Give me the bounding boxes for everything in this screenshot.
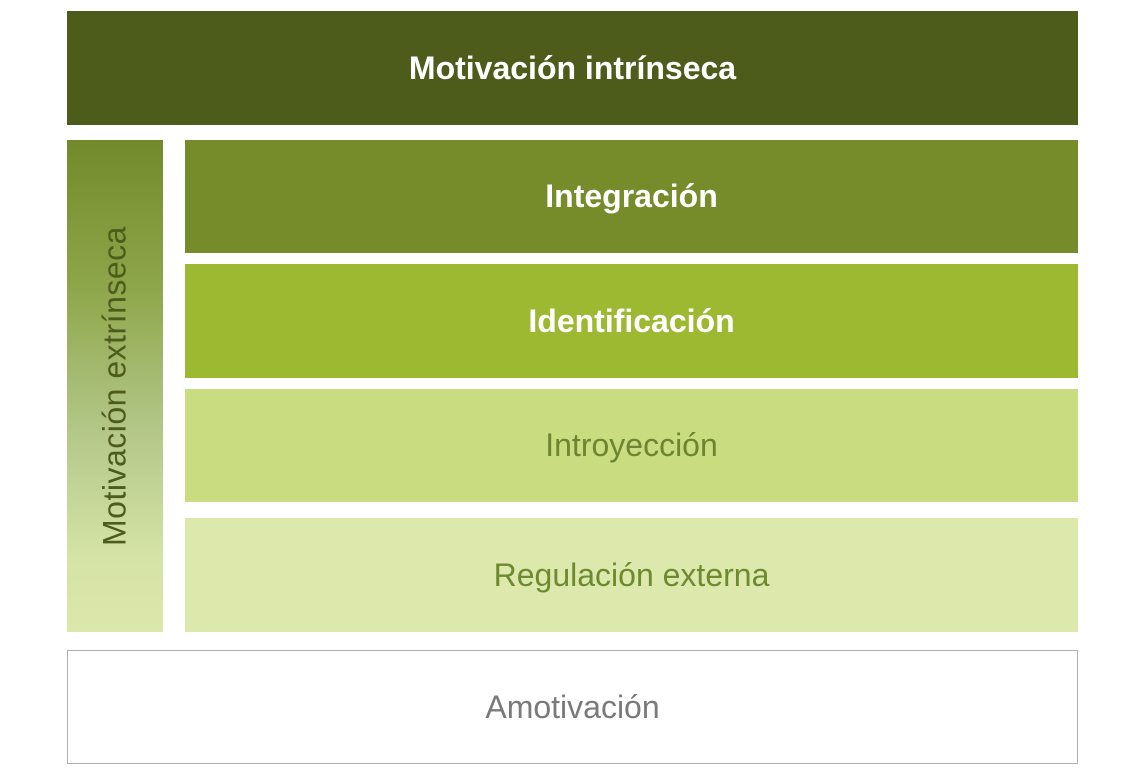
intrinsic-motivation-block xyxy=(67,11,1078,125)
extrinsic-motivation-label: Motivación extrínseca xyxy=(96,226,133,546)
introjection-label: Introyección xyxy=(545,427,718,463)
intrinsic-motivation-label: Motivación intrínseca xyxy=(408,49,737,86)
external-regulation-block xyxy=(185,518,1078,632)
identification-block xyxy=(185,264,1078,378)
integration-block xyxy=(185,140,1078,253)
extrinsic-motivation-bar xyxy=(67,140,163,632)
identification-label: Identificación xyxy=(528,302,735,339)
amotivation-block xyxy=(67,650,1078,764)
amotivation-label: Amotivación xyxy=(485,688,660,725)
external-regulation-label: Regulación externa xyxy=(493,556,770,593)
introjection-block xyxy=(185,389,1078,502)
integration-label: Integración xyxy=(545,178,718,214)
